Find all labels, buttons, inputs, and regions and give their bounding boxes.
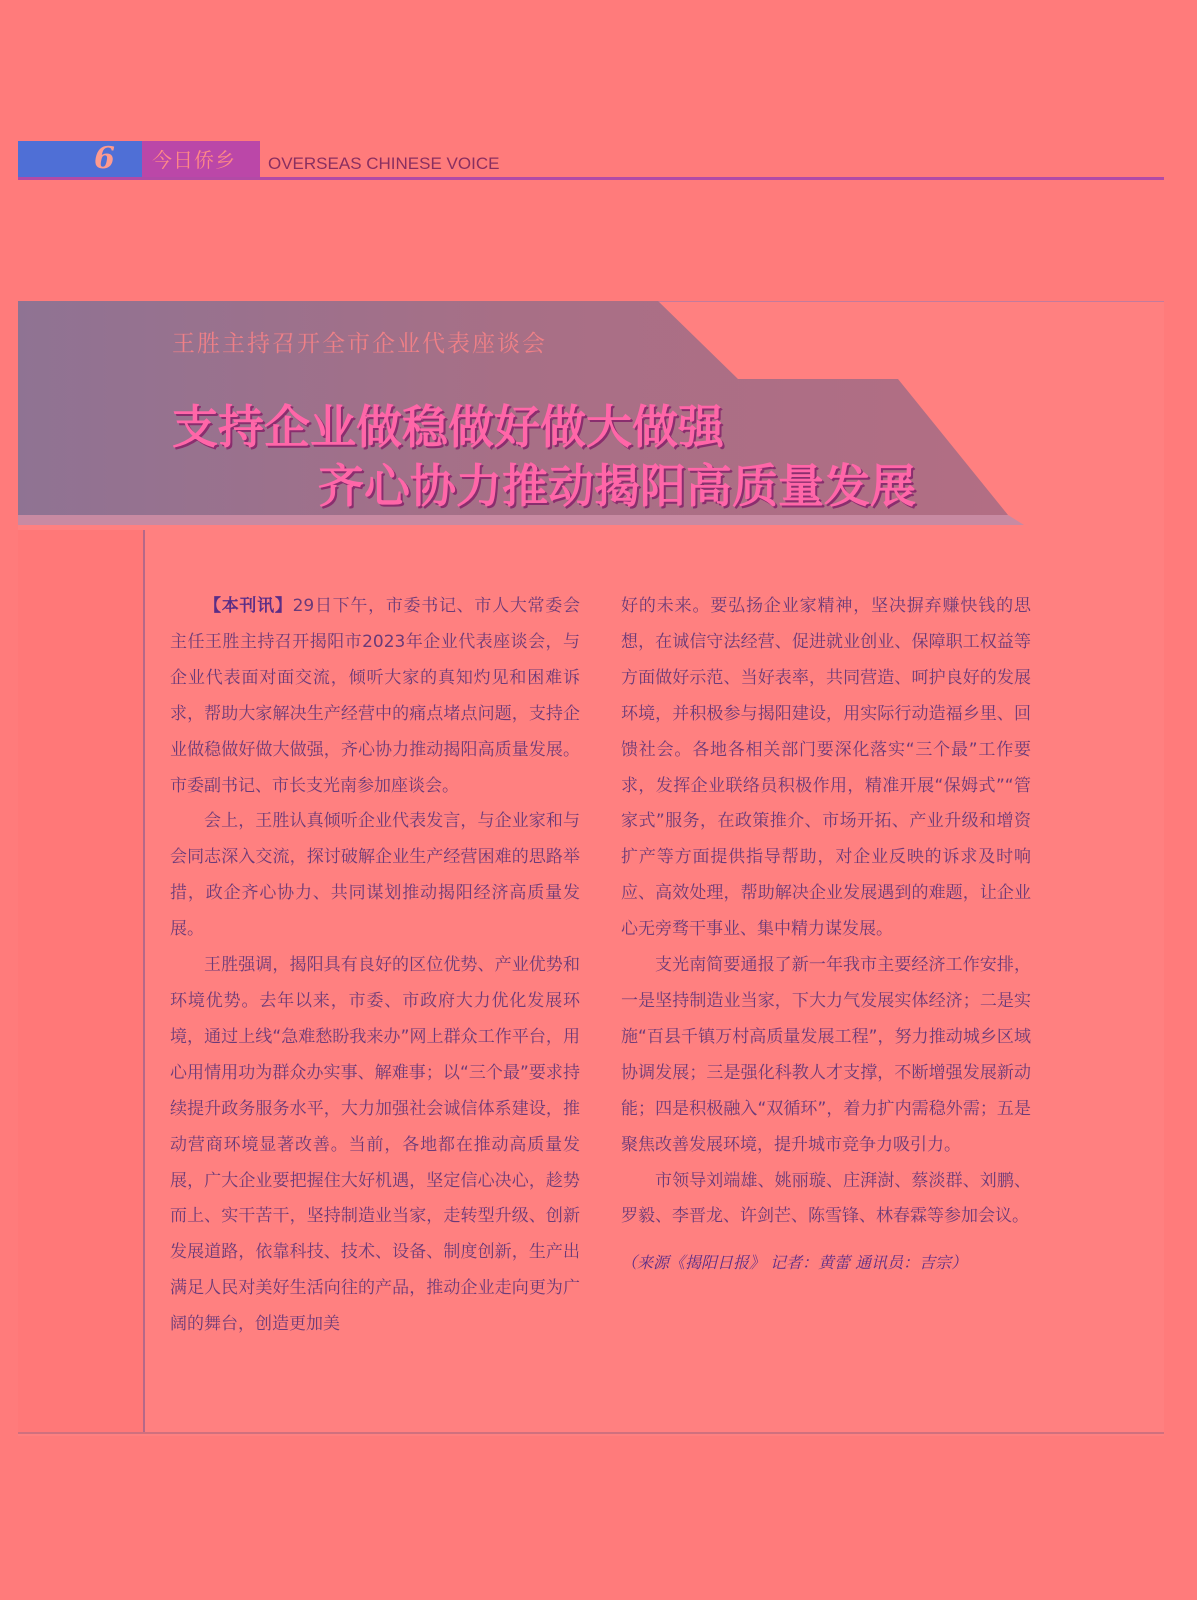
margin-divider <box>143 530 145 1432</box>
section-title: 今日侨乡 <box>152 148 236 172</box>
paragraph: 支光南简要通报了新一年我市主要经济工作安排，一是坚持制造业当家，下大力气发展实体经济；二是实施“百县千镇万村高质量发展工程”，努力推动城乡区域协调发展；三是强化科教人才支撑，不断增强发展新动能；四是积极融入“双循环”，着力扩内需稳外需；五是聚焦改善发展环境，提升城市竞争力吸引力。 <box>621 955 1031 1155</box>
panel-bottom-rule <box>18 1432 1164 1434</box>
paragraph-text: 29日下午，市委书记、市人大常委会主任王胜主持召开揭阳市2023年企业代表座谈会，与企业代表面对面交流，倾听大家的真知灼见和困难诉求，帮助大家解决生产经营中的痛点堵点问题，支持企业做稳做好做大做强，齐心协力推动揭阳高质量发展。市委副书记、市长支光南参加座谈会。 <box>170 596 580 796</box>
article-title-line1: 支持企业做稳做好做大做强 <box>172 400 724 454</box>
paragraph-lead <box>170 589 580 804</box>
article-column-right <box>621 589 1031 1281</box>
paragraph: 会上，王胜认真倾听企业代表发言，与企业家和与会同志深入交流，探讨破解企业生产经营困难的思路举措，政企齐心协力、共同谋划推动揭阳经济高质量发展。 <box>170 811 580 940</box>
lead-tag: 【本刊讯】 <box>204 596 293 616</box>
header-rule <box>18 177 1164 180</box>
page-number: 6 <box>94 141 115 176</box>
left-margin-band <box>18 530 143 1432</box>
publication-name: OVERSEAS CHINESE VOICE <box>268 154 500 173</box>
paragraph: 王胜强调，揭阳具有良好的区位优势、产业优势和环境优势。去年以来，市委、市政府大力优化发展环境，通过上线“急难愁盼我来办”网上群众工作平台，用心用情用功为群众办实事、解难事；以“三个最”要求持续提升政务服务水平，大力加强社会诚信体系建设，推动营商环境显著改善。当前，各地都在推动高质量发展，广大企业要把握住大好机遇，坚定信心决心，趁势而上、实干苦干，坚持制造业当家，走转型升级、创新发展道路，依靠科技、技术、设备、制度创新，生产出满足人民对美好生活向往的产品，推动企业走向更为广阔的舞台，创造更加美 <box>170 955 580 1335</box>
paragraph-continued: 好的未来。要弘扬企业家精神，坚决摒弃赚快钱的思想，在诚信守法经营、促进就业创业、保障职工权益等方面做好示范、当好表率，共同营造、呵护良好的发展环境，并积极参与揭阳建设，用实际行动造福乡里、回馈社会。各地各相关部门要深化落实“三个最”工作要求，发挥企业联络员积极作用，精准开展“保姆式”“管家式”服务，在政策推介、市场开拓、产业升级和增资扩产等方面提供指导帮助，对企业反映的诉求及时响应、高效处理，帮助解决企业发展遇到的难题，让企业心无旁骛干事业、集中精力谋发展。 <box>621 596 1031 940</box>
article-title-line2: 齐心协力推动揭阳高质量发展 <box>318 459 916 513</box>
article-source: （来源《揭阳日报》 记者：黄蕾 通讯员：吉宗） <box>621 1253 968 1273</box>
article-column-left <box>170 589 580 1343</box>
paragraph: 市领导刘端雄、姚丽璇、庄湃澍、蔡淡群、刘鹏、罗毅、李晋龙、许剑芒、陈雪锋、林春霖等参加会议。 <box>621 1170 1031 1227</box>
article-subtitle: 王胜主持召开全市企业代表座谈会 <box>172 331 547 357</box>
